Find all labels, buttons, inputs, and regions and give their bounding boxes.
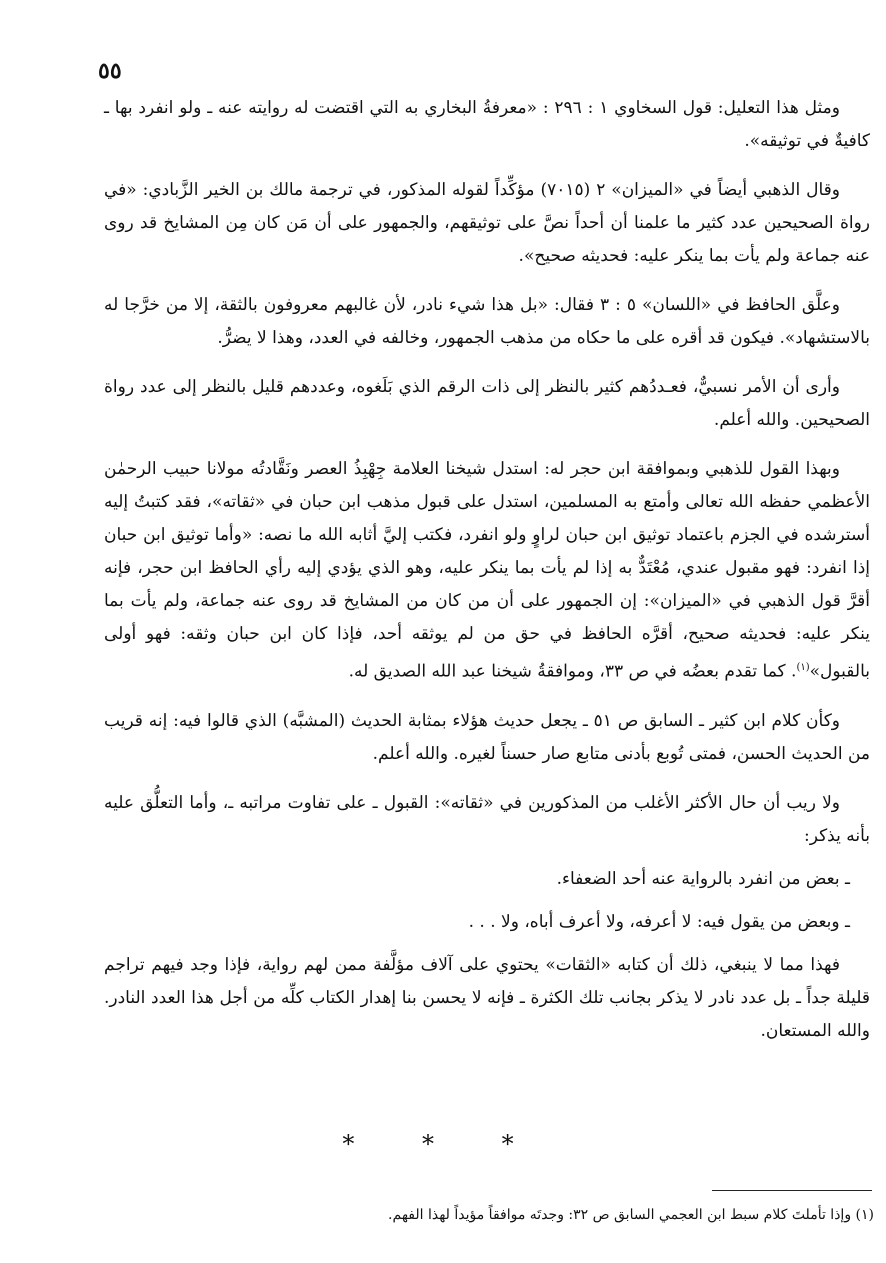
paragraph-1: ومثل هذا التعليل: قول السخاوي ١ : ٢٩٦ : «معرفةُ البخاري به التي اقتضت له روايته عنه ـ ولو انفرد بها ـ كافيةٌ في توثيقه».: [104, 98, 870, 151]
paragraph-2: وقال الذهبي أيضاً في «الميزان» ٢ (٧٠١٥) مؤكِّداً لقوله المذكور، في ترجمة مالك بن الخير الزَّبادي: «في رواة الصحيحين عدد كثير ما علمنا أن أحداً نصَّ على توثيقهم، والجمهور على أن مَن كان مِن المشايخ قد روى عنه جماعة ولم يأت بما ينكر عليه: فحديثه صحيح».: [104, 180, 870, 266]
final-paragraph: فهذا مما لا ينبغي، ذلك أن كتابه «الثقات» يحتوي على آلاف مؤلَّفة ممن لهم رواية، فإذا وجد فيهم تراجم قليلة جداً ـ بل عدد نادر لا يذكر بجانب تلك الكثرة ـ فإنه لا يحسن بنا إهدار الكتاب كلِّه من أجل هذا العدد النادر. والله المستعان.: [104, 954, 870, 1041]
page-number: ٥٥: [98, 58, 122, 84]
paragraph-6: وكأن كلام ابن كثير ـ السابق ص ٥١ ـ يجعل حديث هؤلاء بمثابة الحديث (المشبَّه) الذي قالوا فيه: إنه قريب من الحديث الحسن، فمتى تُوبع بأدنى متابع صار حسناً لغيره. والله أعلم.: [104, 710, 870, 764]
list-item-1: ـ بعض من انفرد بالرواية عنه أحد الضعفاء.: [556, 868, 850, 889]
footnote-divider: [712, 1190, 872, 1191]
section-separator: * * *: [342, 1130, 544, 1158]
paragraph-5-text: وبهذا القول للذهبي وبموافقة ابن حجر له: استدل شيخنا العلامة جِهْبِذُ العصر ونَقَّادتُه مولانا حبيب الرحمٰن الأعظمي حفظه الله تعالى وأمتع به المسلمين، استدل على قبول مذهب ابن حبان في «ثقاته»، فقد كتبتُ إليه أسترشده في الجزم باعتماد توثيق ابن حبان لراوٍ ولو انفرد، فكتب إليَّ أثابه الله ما نصه: «وأما توثيق ابن حبان إذا انفرد: فهو مقبول عندي، مُعْتَدٌّ به إذا لم يأت بما ينكر عليه، وهو الذي يؤدي إليه رأي الحافظ ابن حجر، فإنه أقرَّ قول الذهبي في «الميزان»: إن الجمهور على أن من كان من المشايخ قد روى عنه جماعة، ولم يأت بما ينكر عليه: فحديثه صحيح، أقرَّه الحافظ في حق من لم يوثقه أحد، فإذا كان ابن حبان وثقه: فهو أولى بالقبول»: [104, 459, 870, 682]
paragraph-7: ولا ريب أن حال الأكثر الأغلب من المذكورين في «ثقاته»: القبول ـ على تفاوت مراتبه ـ، وأما التعلُّق عليه بأنه يذكر:: [104, 792, 870, 846]
paragraph-4: وأرى أن الأمر نسبيٌّ، فعـددُهم كثير بالنظر إلى ذات الرقم الذي بَلَغوه، وعددهم قليل بالنظر إلى عدد رواة الصحيحين. والله أعلم.: [104, 377, 870, 430]
footnote-marker: (١): [796, 662, 810, 673]
paragraph-3: وعلَّق الحافظ في «اللسان» ٥ : ٣ فقال: «بل هذا شيء نادر، لأن غالبهم معروفون بالثقة، إلا من خرَّجا له بالاستشهاد». فيكون قد أقره على ما حكاه من مذهب الجمهور، وخالفه في العدد، وهذا لا يضرُّ.: [104, 295, 870, 348]
paragraph-5-tail: . كما تقدم بعضُه في ص ٣٣، وموافقةُ شيخنا عبد الله الصديق له.: [348, 661, 797, 682]
footnote: (١) وإذا تأملتَ كلام سبط ابن العجمي السابق ص ٣٢: وجدتَه موافقاً مؤيداً لهذا الفهم.: [388, 1207, 874, 1223]
main-text: [104, 92, 870, 1064]
paragraph-5: [104, 453, 870, 689]
list-item-2: ـ وبعض من يقول فيه: لا أعرفه، ولا أعرف أباه، ولا . . .: [468, 911, 850, 932]
